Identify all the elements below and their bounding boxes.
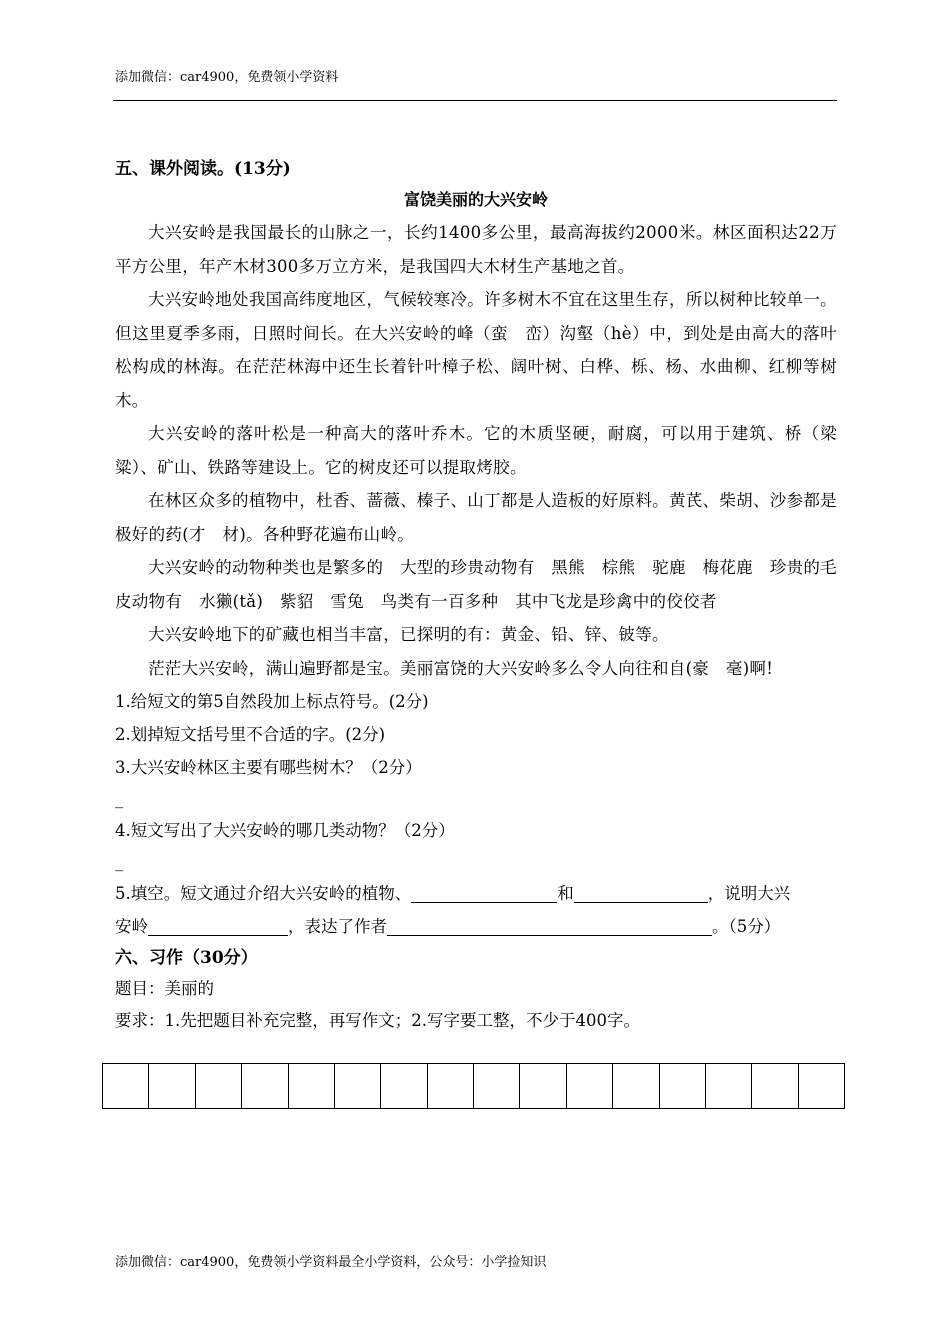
question-4: 4.短文写出了大兴安岭的哪几类动物？（2分） — [115, 821, 455, 840]
question-5-text-c: ，说明大兴 — [707, 884, 791, 903]
fill-blank-3[interactable] — [148, 915, 288, 936]
paragraph-1: 大兴安岭是我国最长的山脉之一，长约1400多公里，最高海拔约2000米。林区面积达22万平方公里，年产木材300多万立方米，是我国四大木材生产基地之首。 — [115, 223, 837, 276]
fill-blank-4[interactable] — [387, 915, 712, 936]
grid-cell[interactable] — [242, 1064, 288, 1108]
question-4-answer-line: _ — [115, 852, 124, 871]
paragraph-6: 大兴安岭地下的矿藏也相当丰富，已探明的有：黄金、铅、锌、铍等。 — [148, 625, 669, 644]
paragraph-4: 在林区众多的植物中，杜香、蔷薇、榛子、山丁都是人造板的好原料。黄芪、柴胡、沙参都是极好的药(才 材)。各种野花遍布山岭。 — [115, 491, 837, 544]
question-5-text-a: 5.填空。短文通过介绍大兴安岭的植物、 — [115, 884, 412, 903]
essay-requirement: 要求：1.先把题目补充完整，再写作文；2.写字要工整，不少于400字。 — [115, 1011, 640, 1030]
grid-cell[interactable] — [660, 1064, 706, 1108]
grid-cell[interactable] — [613, 1064, 659, 1108]
question-5-line-1 — [115, 877, 837, 910]
paragraph-5: 大兴安岭的动物种类也是繁多的 大型的珍贵动物有 黑熊 棕熊 驼鹿 梅花鹿 珍贵的毛皮动物有 水獭(tǎ) 紫貂 雪兔 鸟类有一百多种 其中飞龙是珍禽中的佼佼者 — [115, 558, 837, 611]
grid-cell[interactable] — [520, 1064, 566, 1108]
grid-cell[interactable] — [752, 1064, 798, 1108]
grid-cell[interactable] — [335, 1064, 381, 1108]
section-6-heading: 六、习作（30分） — [115, 948, 258, 968]
section-5-heading: 五、课外阅读。(13分) — [115, 159, 291, 179]
page-header: 添加微信：car4900，免费领小学资料 — [115, 70, 339, 85]
main-content — [115, 154, 854, 1037]
grid-cell[interactable] — [196, 1064, 242, 1108]
grid-cell[interactable] — [381, 1064, 427, 1108]
header-rule — [113, 100, 837, 101]
fill-blank-2[interactable] — [574, 882, 708, 903]
grid-cell[interactable] — [103, 1064, 149, 1108]
grid-cell[interactable] — [567, 1064, 613, 1108]
question-5-text-e: ，表达了作者 — [288, 917, 387, 936]
grid-cell[interactable] — [706, 1064, 752, 1108]
grid-cell[interactable] — [289, 1064, 335, 1108]
essay-topic: 题目：美丽的 — [115, 979, 214, 998]
question-5-line-2 — [115, 910, 837, 943]
question-5-text-b: 和 — [557, 884, 574, 903]
fill-blank-1[interactable] — [411, 882, 557, 903]
question-5-text-d: 安岭 — [115, 917, 148, 936]
question-1: 1.给短文的第5自然段加上标点符号。(2分) — [115, 692, 429, 711]
page-footer: 添加微信：car4900，免费领小学资料最全小学资料，公众号：小学捡知识 — [115, 1255, 547, 1270]
paragraph-3: 大兴安岭的落叶松是一种高大的落叶乔木。它的木质坚硬，耐腐，可以用于建筑、桥（梁 粱）、矿山、铁路等建设上。它的树皮还可以提取烤胶。 — [115, 424, 854, 477]
writing-grid[interactable] — [102, 1063, 845, 1109]
question-5-text-f: 。（5分） — [712, 917, 781, 936]
paragraph-7: 茫茫大兴安岭，满山遍野都是宝。美丽富饶的大兴安岭多么令人向往和自(豪 毫)啊! — [148, 658, 774, 678]
paragraph-2: 大兴安岭地处我国高纬度地区，气候较寒冷。许多树木不宜在这里生存，所以树种比较单一。但这里夏季多雨，日照时间长。在大兴安岭的峰（蛮 峦）沟壑（hè）中，到处是由高大的落叶松构成的林海。在茫茫林海中还生长着针叶樟子松、阔叶树、白桦、栎、杨、水曲柳、红柳等树木。 — [115, 290, 837, 410]
grid-cell[interactable] — [474, 1064, 520, 1108]
grid-cell[interactable] — [428, 1064, 474, 1108]
question-3-answer-line: _ — [115, 789, 124, 808]
grid-cell[interactable] — [149, 1064, 195, 1108]
question-3: 3.大兴安岭林区主要有哪些树木？（2分） — [115, 758, 422, 777]
grid-cell[interactable] — [799, 1064, 844, 1108]
question-2: 2.划掉短文括号里不合适的字。(2分) — [115, 725, 386, 744]
article-title: 富饶美丽的大兴安岭 — [403, 190, 548, 209]
